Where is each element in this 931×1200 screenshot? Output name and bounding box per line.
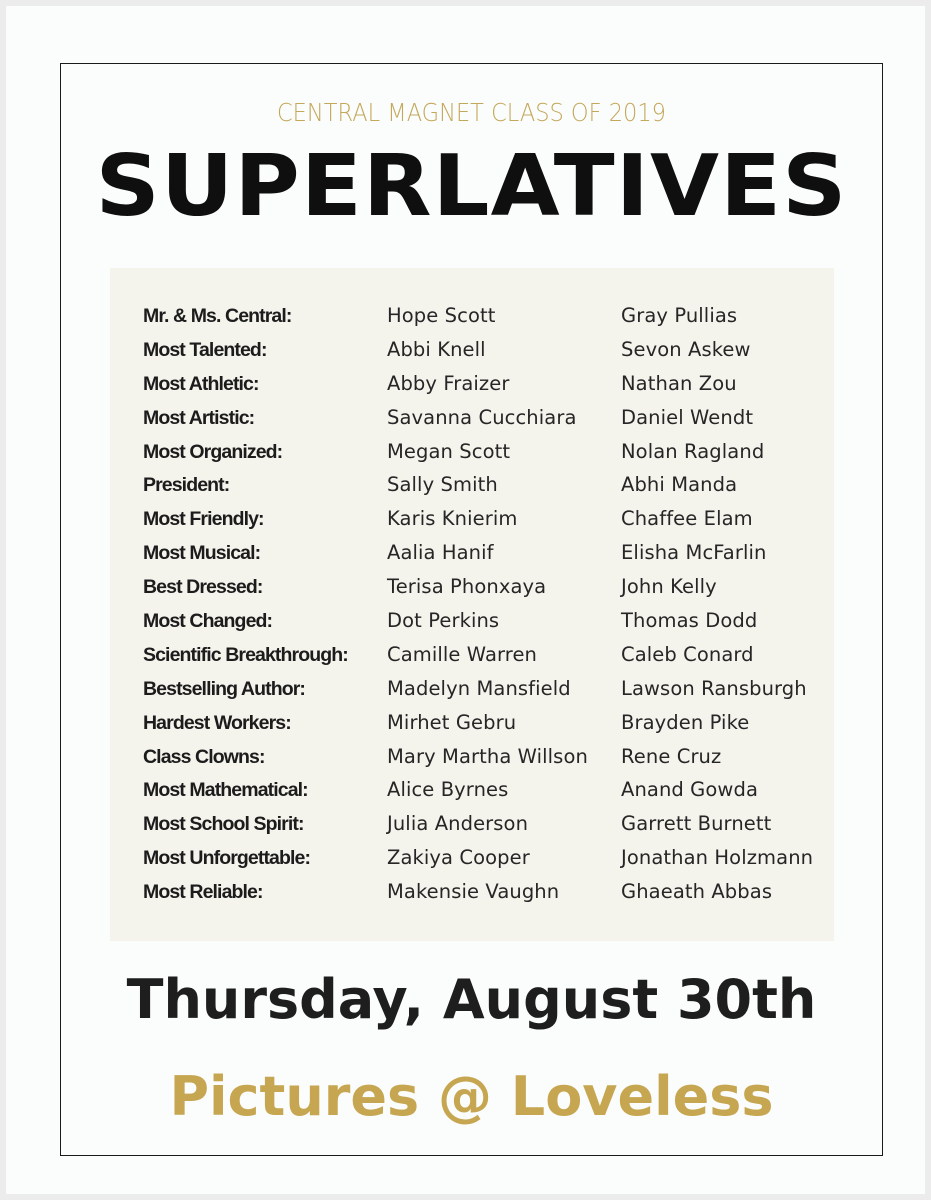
superlative-row <box>110 810 834 844</box>
superlative-row <box>110 743 834 777</box>
winner-name-second: Anand Gowda <box>621 778 759 802</box>
winner-name-second: Rene Cruz <box>621 744 722 768</box>
superlative-row <box>110 336 834 370</box>
winner-name-first: Abbi Knell <box>387 337 486 361</box>
flyer-subtitle: CENTRAL MAGNET CLASS OF 2019 <box>276 98 667 127</box>
winner-name-second: Elisha McFarlin <box>621 541 767 565</box>
winner-name-second: Chaffee Elam <box>621 507 753 531</box>
superlative-row <box>110 438 834 472</box>
event-date: Thursday, August 30th <box>126 968 817 1031</box>
winner-name-first: Julia Anderson <box>387 812 529 836</box>
superlative-row <box>110 776 834 810</box>
winner-name-first: Hope Scott <box>387 304 496 327</box>
winner-name-first: Zakiya Cooper <box>387 846 530 870</box>
superlative-row <box>110 505 834 539</box>
winner-name-second: Daniel Wendt <box>621 405 754 429</box>
award-label: President: <box>143 474 230 497</box>
superlative-row <box>110 573 834 607</box>
winner-name-first: Karis Knierim <box>387 507 518 531</box>
superlative-row <box>110 370 834 404</box>
winner-name-second: Thomas Dodd <box>621 609 758 633</box>
superlatives-list <box>110 302 834 912</box>
winner-name-second: Lawson Ransburgh <box>621 676 807 700</box>
superlative-row <box>110 641 834 675</box>
document-page <box>6 6 925 1194</box>
winner-name-second: John Kelly <box>621 575 717 599</box>
award-label: Class Clowns: <box>143 745 265 768</box>
winner-name-first: Makensie Vaughn <box>387 880 560 904</box>
winner-name-first: Mirhet Gebru <box>387 710 517 734</box>
award-label: Hardest Workers: <box>143 711 291 734</box>
winner-name-first: Mary Martha Willson <box>387 744 588 768</box>
winner-name-second: Ghaeath Abbas <box>621 880 773 904</box>
winner-name-first: Sally Smith <box>387 473 498 497</box>
award-label: Most Friendly: <box>143 508 264 531</box>
winner-name-first: Dot Perkins <box>387 609 500 633</box>
award-label: Bestselling Author: <box>143 677 306 700</box>
award-label: Mr. & Ms. Central: <box>143 305 292 327</box>
winner-name-first: Aalia Hanif <box>387 541 494 565</box>
superlative-row <box>110 675 834 709</box>
winner-name-second: Caleb Conard <box>621 642 754 666</box>
award-label: Most Mathematical: <box>143 779 308 802</box>
winner-name-second: Nathan Zou <box>621 371 737 395</box>
winner-name-second: Brayden Pike <box>621 710 750 734</box>
award-label: Most Artistic: <box>143 406 255 429</box>
winner-name-first: Savanna Cucchiara <box>387 405 577 429</box>
winner-name-first: Terisa Phonxaya <box>387 575 547 599</box>
event-location: Pictures @ Loveless <box>169 1065 774 1128</box>
award-label: Most Reliable: <box>143 881 263 904</box>
winner-name-second: Abhi Manda <box>621 473 738 497</box>
award-label: Most Organized: <box>143 440 283 463</box>
award-label: Most Athletic: <box>143 372 259 395</box>
superlative-row <box>110 878 834 912</box>
winner-name-first: Madelyn Mansfield <box>387 676 571 700</box>
superlatives-panel <box>110 268 834 941</box>
winner-name-second: Gray Pullias <box>621 304 738 327</box>
flyer-border <box>60 63 883 1156</box>
winner-name-second: Nolan Ragland <box>621 439 765 463</box>
award-label: Most School Spirit: <box>143 813 304 836</box>
award-label: Most Musical: <box>143 542 261 565</box>
winner-name-second: Jonathan Holzmann <box>621 846 814 870</box>
award-label: Scientific Breakthrough: <box>143 643 348 666</box>
winner-name-first: Alice Byrnes <box>387 778 509 802</box>
winner-name-first: Megan Scott <box>387 439 511 463</box>
winner-name-first: Camille Warren <box>387 642 538 666</box>
superlative-row <box>110 471 834 505</box>
superlative-row <box>110 844 834 878</box>
superlative-row <box>110 539 834 573</box>
award-label: Most Unforgettable: <box>143 847 311 870</box>
superlative-row <box>110 607 834 641</box>
winner-name-second: Garrett Burnett <box>621 812 772 836</box>
winner-name-first: Abby Fraizer <box>387 371 510 395</box>
superlative-row <box>110 302 834 336</box>
award-label: Most Changed: <box>143 610 273 633</box>
superlative-row <box>110 709 834 743</box>
winner-name-second: Sevon Askew <box>621 337 751 361</box>
flyer-title: SUPERLATIVES <box>95 137 848 236</box>
award-label: Most Talented: <box>143 338 267 361</box>
award-label: Best Dressed: <box>143 576 263 599</box>
superlative-row <box>110 404 834 438</box>
